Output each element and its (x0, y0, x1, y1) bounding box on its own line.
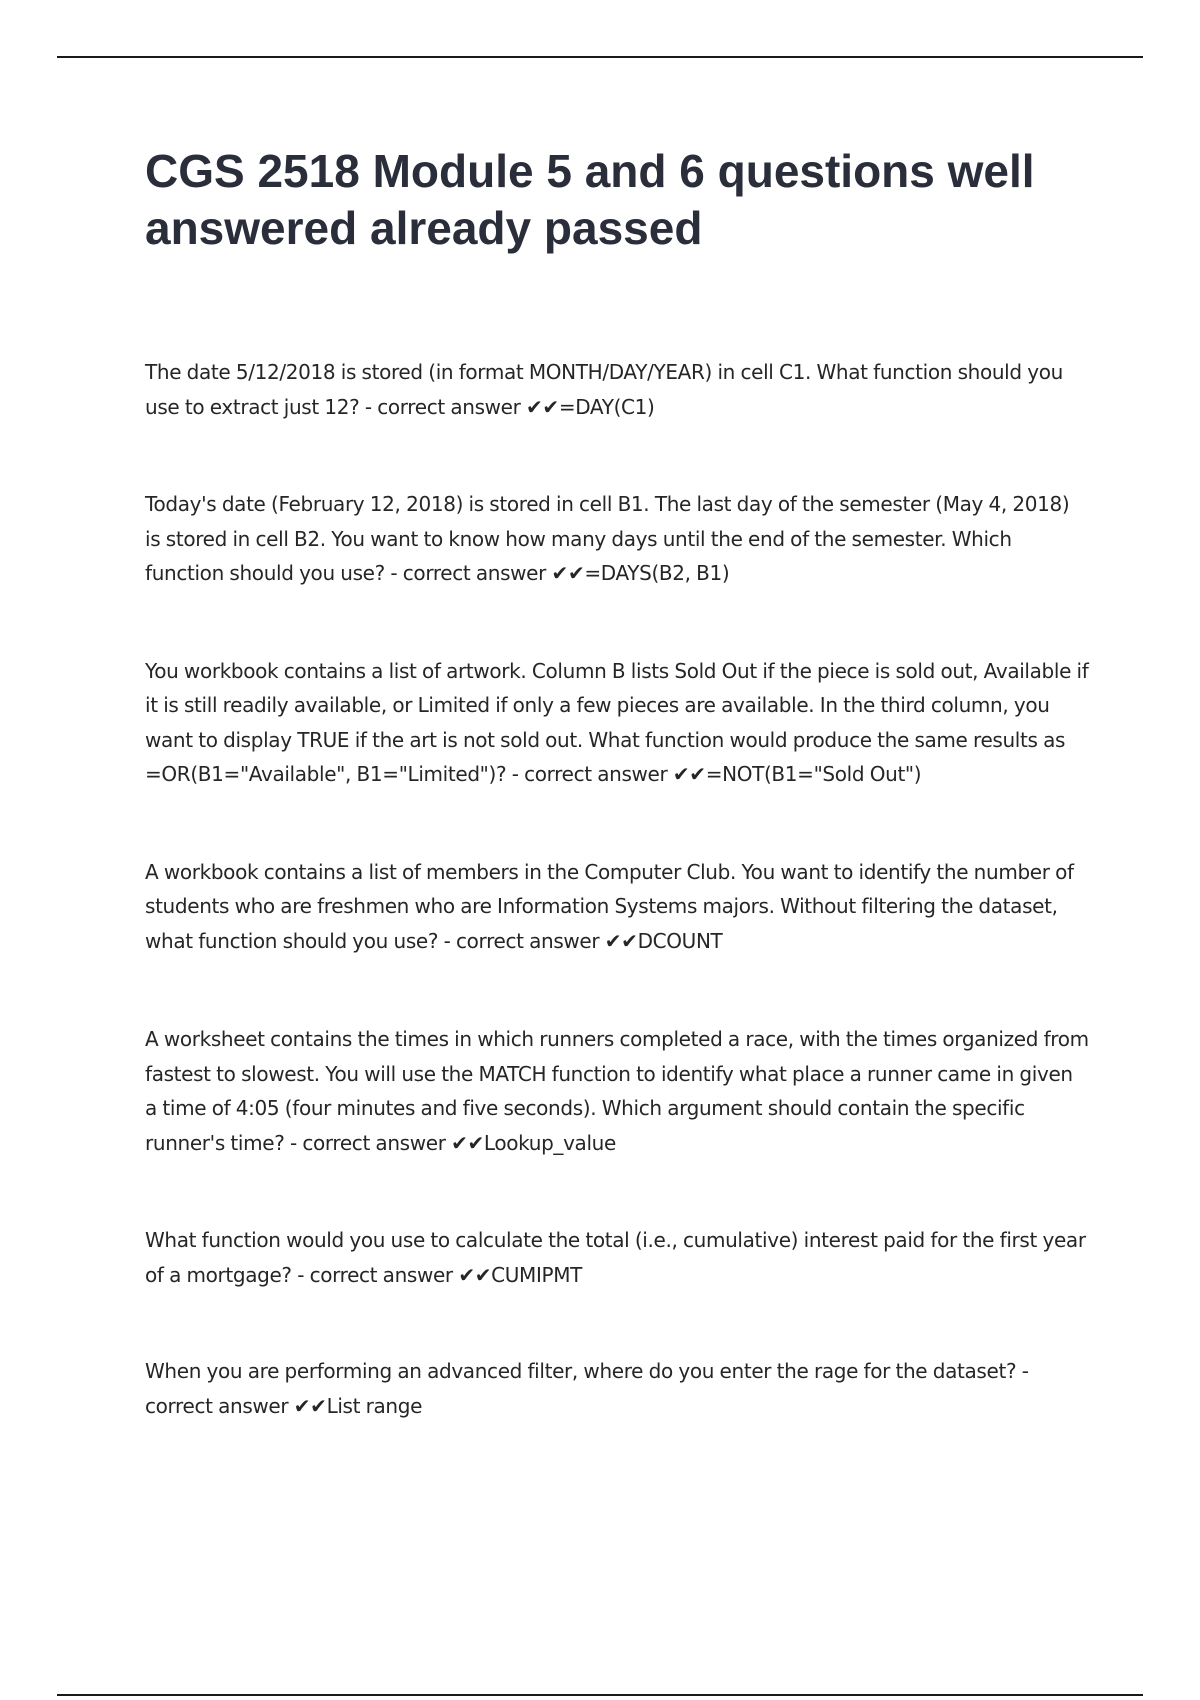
check-icon: ✔✔ (451, 1130, 484, 1155)
qa-item (145, 1022, 1090, 1160)
question-text: A workbook contains a list of members in the Computer Club. You want to identify the number of students who are freshmen who are Information Systems majors. Without filtering the dataset, what function should you use? (145, 859, 1074, 953)
answer-separator: - correct answer (145, 1359, 1029, 1418)
check-icon: ✔✔ (551, 561, 585, 585)
answer-text: DCOUNT (637, 928, 723, 953)
qa-item (145, 487, 1090, 591)
top-divider (57, 56, 1143, 58)
answer-separator: - correct answer (284, 1130, 452, 1155)
question-text: Today's date (February 12, 2018) is stored in cell B1. The last day of the semester (May 4, 2018) is stored in cell B2. You want to know how many days until the end of the semester. Which function should you use? (145, 492, 1070, 585)
check-icon: ✔✔ (293, 1393, 327, 1418)
answer-text: =DAY(C1) (558, 394, 655, 419)
check-icon: ✔✔ (526, 394, 559, 419)
answer-separator: - correct answer (359, 394, 526, 419)
document-title: CGS 2518 Module 5 and 6 questions well answered already passed (145, 145, 1035, 254)
qa-item (145, 1223, 1090, 1292)
answer-separator: - correct answer (291, 1262, 459, 1287)
qa-item (145, 855, 1090, 959)
qa-item (145, 654, 1090, 792)
answer-text: =NOT(B1="Sold Out") (705, 762, 922, 786)
answer-separator: - correct answer (384, 561, 552, 585)
question-text: The date 5/12/2018 is stored (in format MONTH/DAY/YEAR) in cell C1. What function should you use to extract just 12? (145, 360, 1063, 419)
bottom-divider (57, 1694, 1143, 1696)
qa-item (145, 355, 1090, 424)
question-text: What function would you use to calculate the total (i.e., cumulative) interest paid for the first year of a mortgage? (145, 1228, 1086, 1287)
qa-item (145, 1354, 1090, 1423)
question-text: When you are performing an advanced filter, where do you enter the rage for the dataset? (145, 1359, 1017, 1383)
check-icon: ✔✔ (604, 928, 638, 953)
check-icon: ✔✔ (672, 762, 706, 786)
check-icon: ✔✔ (458, 1262, 492, 1287)
answer-separator: - correct answer (506, 762, 673, 786)
answer-text: CUMIPMT (491, 1262, 582, 1287)
question-text: A worksheet contains the times in which runners completed a race, with the times organized from fastest to slowest. You will use the MATCH function to identify what place a runner came in given a time of 4:05 (four minutes and five seconds). Which argument should contain the specific runner's time? (145, 1027, 1089, 1155)
answer-text: List range (326, 1393, 423, 1418)
answer-text: =DAYS(B2, B1) (584, 561, 730, 585)
answer-separator: - correct answer (438, 928, 605, 953)
qa-list (145, 355, 1090, 1423)
answer-text: Lookup_value (483, 1130, 616, 1155)
question-text: You workbook contains a list of artwork. Column B lists Sold Out if the piece is sold out, Available if it is still readily available, or Limited if only a few pieces are available. In the third column, you want to display TRUE if the art is not sold out. What function would produce the same results as =OR(B1="Available", B1="Limited")? (145, 658, 1089, 786)
